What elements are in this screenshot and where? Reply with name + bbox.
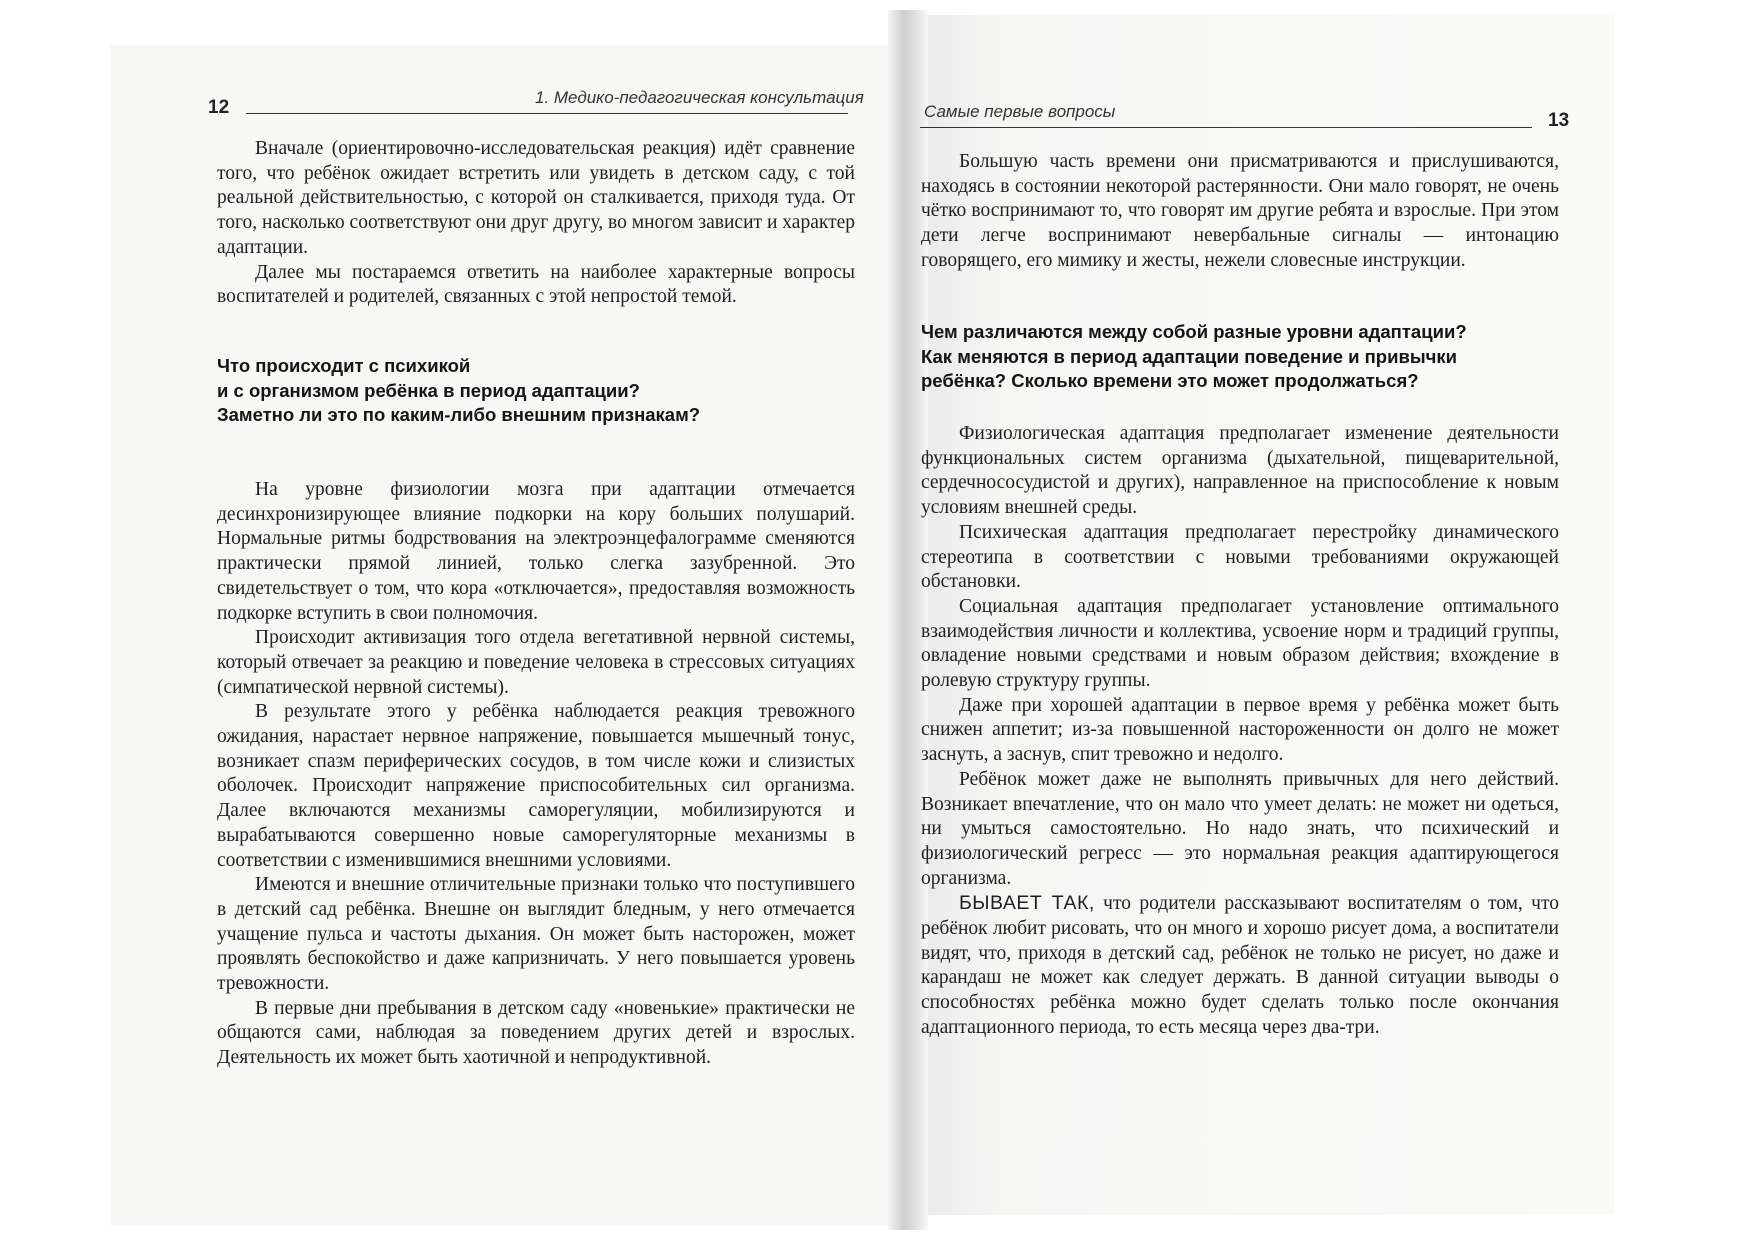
left-paragraph: Происходит активизация того отдела вегетативной нервной системы, который отвечает за реакцию и поведение человека в стрессовых ситуациях (симпатической нервной системы). <box>217 627 855 698</box>
right-paragraph: Социальная адаптация предполагает установление оптимального взаимодействия личности и коллектива, усвоение норм и традиций группы, овладение новыми средствами и новым образом действия; вхождение в ролевую структуру группы. <box>921 595 1559 692</box>
right-paragraph: Ребёнок может даже не выполнять привычных для него действий. Возникает впечатление, что он мало что умеет делать: не может ни одеться, ни умыться самостоятельно. Но надо знать, что психический и физиологический регресс — это нормальная реакция адаптирующегося организма. <box>921 768 1559 889</box>
right-page-number: 13 <box>1548 110 1570 131</box>
right-question-heading <box>921 320 1467 394</box>
right-header-rule <box>920 127 1532 128</box>
right-paragraph: Даже при хорошей адаптации в первое время у ребёнка может быть снижен аппетит; из-за повышенной настороженности он долго не может заснуть, а заснув, спит тревожно и недолго. <box>921 694 1559 766</box>
final-lead-phrase: БЫВАЕТ ТАК, <box>959 892 1095 915</box>
right-intro-text <box>921 150 1559 274</box>
question-line: Чем различаются между собой разные уровни адаптации? <box>921 321 1467 342</box>
left-intro-paragraph: Далее мы постараемся ответить на наиболее характерные вопросы воспитателей и родителей, связанных с этой непростой темой. <box>217 261 855 308</box>
left-running-head: 1. Медико-педагогическая консультация <box>535 88 864 107</box>
question-line: Что происходит с психикой <box>217 355 471 376</box>
left-intro-text <box>217 137 855 310</box>
final-paragraph-text: что родители рассказывают воспитателям о том, что ребёнок любит рисовать, что он много и хорошо рисует дома, а воспитатели видят, что, приходя в детский сад, ребёнок не только не рисует, но даже и карандаш не может как следует держать. В данной ситуации выводы о способностях ребёнка можно будет сделать только после окончания адаптационного периода, то есть месяца через два-три. <box>921 893 1559 1038</box>
left-header-rule <box>246 113 848 114</box>
right-final-paragraph <box>921 891 1559 1040</box>
left-paragraph: Имеются и внешние отличительные признаки только что поступившего в детский сад ребёнка. Внешне он выглядит бледным, у него отмечается учащение пульса и частоты дыхания. Он может быть насторожен, может проявлять беспокойство и даже капризничать. У него повышается уровень тревожности. <box>217 874 855 995</box>
question-line: Как меняются в период адаптации поведение и привычки <box>921 345 1458 367</box>
question-line: Заметно ли это по каким-либо внешним признакам? <box>217 404 701 425</box>
right-body-text <box>921 422 1559 1041</box>
right-paragraph: Физиологическая адаптация предполагает изменение деятельности функциональных систем организма (дыхательной, пищеварительной, сердечнососудистой и других), направленное на приспособление к новым условиям внешней среды. <box>921 423 1559 519</box>
right-running-head: Самые первые вопросы <box>924 102 1116 121</box>
right-intro-paragraph: Большую часть времени они присматриваются и прислушиваются, находясь в состоянии некоторой растерянности. Они мало говорят, не очень чётко воспринимают то, что говорят им другие ребята и взрослые. При этом дети легче воспринимают невербальные сигналы — интонацию говорящего, его мимику и жесты, нежели словесные инструкции. <box>921 151 1559 271</box>
right-paragraph: Психическая адаптация предполагает перестройку динамического стереотипа в соответствии с новыми требованиями окружающей обстановки. <box>921 521 1559 593</box>
left-paragraph: В первые дни пребывания в детском саду «новенькие» практически не общаются сами, наблюдая за поведением других детей и взрослых. Деятельность их может быть хаотичной и непродуктивной. <box>217 997 855 1069</box>
left-question-heading <box>217 354 700 428</box>
left-page-number: 12 <box>208 97 230 118</box>
question-line: ребёнка? Сколько времени это может продолжаться? <box>921 370 1419 391</box>
question-line: и с организмом ребёнка в период адаптации? <box>217 379 640 401</box>
left-paragraph: В результате этого у ребёнка наблюдается реакция тревожного ожидания, нарастает нервное напряжение, повышается мышечный тонус, возникает спазм периферических сосудов, в том числе кожи и слизистых оболочек. Происходит напряжение приспособительных сил организма. Далее включаются механизмы саморегуляции, мобилизируются и вырабатываются совершенно новые саморегуляторные механизмы в соответствии с изменившимися внешними условиями. <box>217 701 855 871</box>
left-paragraph: На уровне физиологии мозга при адаптации отмечается десинхронизирующее влияние подкорки на кору больших полушарий. Нормальные ритмы бодрствования на электроэнцефалограмме сменяются практически прямой линией, только слегка зазубренной. Это свидетельствует о том, что кора «отключается», предоставляя возможность подкорке вступить в свои полномочия. <box>217 479 855 624</box>
left-intro-paragraph: Вначале (ориентировочно-исследовательская реакция) идёт сравнение того, что ребёнок ожидает встретить или увидеть в детском саду, с той реальной действительностью, с которой он сталкивается, приходя туда. От того, насколько соответствуют они друг другу, во многом зависит и характер адаптации. <box>217 138 855 258</box>
left-body-text <box>217 478 855 1071</box>
